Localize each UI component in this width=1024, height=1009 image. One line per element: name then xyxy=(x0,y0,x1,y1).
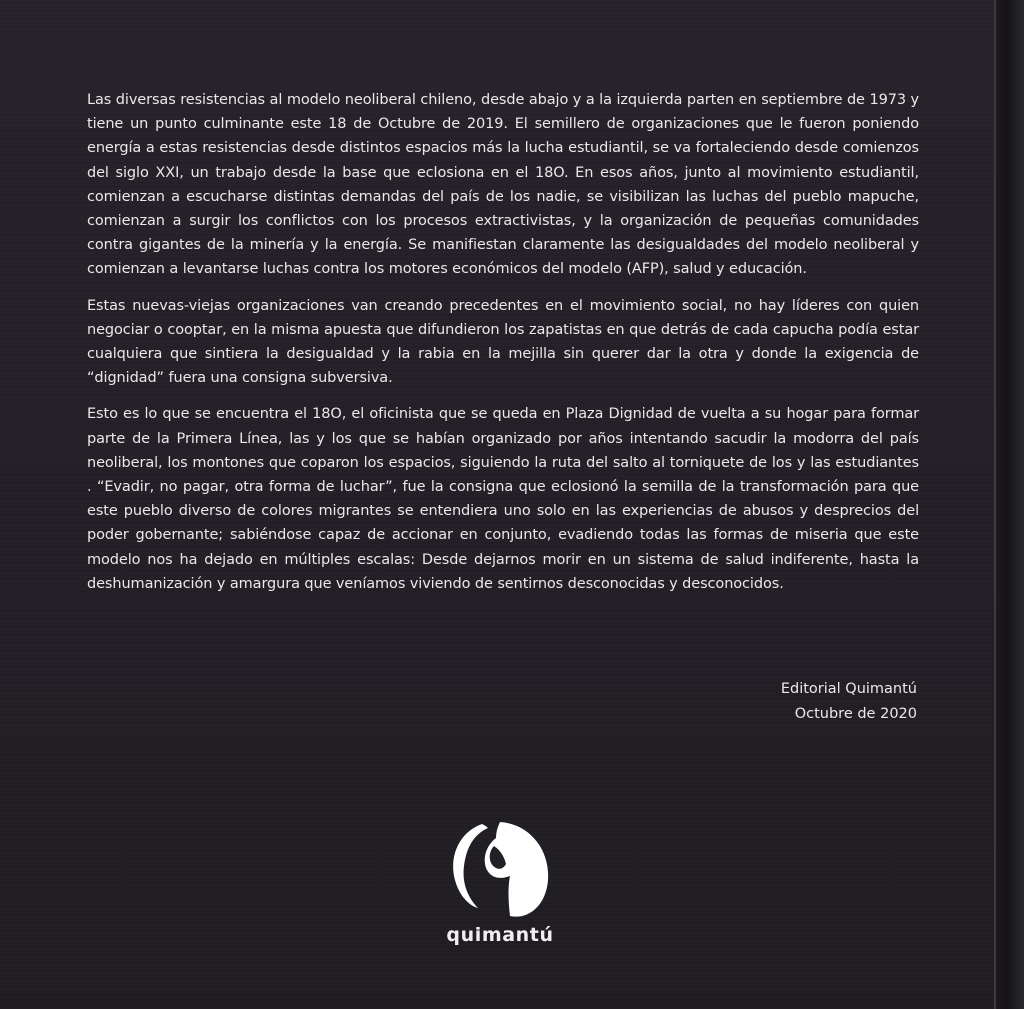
paragraph-1: Las diversas resistencias al modelo neoliberal chileno, desde abajo y a la izquierda parten en septiembre de 1973 y tiene un punto culminante este 18 de Octubre de 2019. El semillero de organizaciones que le fueron poniendo energía a estas resistencias desde distintos espacios más la lucha estudiantil, se va fortaleciendo desde comienzos del siglo XXI, un trabajo desde la base que eclosiona en el 18O. En esos años, junto al movimiento estudiantil, comienzan a escucharse distintas demandas del país de los nadie, se visibilizan las luchas del pueblo mapuche, comienzan a surgir los conflictos con los procesos extractivistas, y la organización de pequeñas comunidades contra gigantes de la minería y la energía. Se manifiestan claramente las desigualdades del modelo neoliberal y comienzan a levantarse luchas contra los motores económicos del modelo (AFP), salud y educación. xyxy=(87,92,919,278)
paragraph-3: Esto es lo que se encuentra el 18O, el oficinista que se queda en Plaza Dignidad de vuelta a su hogar para formar parte de la Primera Línea, las y los que se habían organizado por años intentando sacudir la modorra del país neoliberal, los montones que coparon los espacios, siguiendo la ruta del salto al torniquete de los y las estudiantes . “Evadir, no pagar, otra forma de luchar”, fue la consigna que eclosionó la semilla de la transformación para que este pueblo diverso de colores migrantes se entendiera uno solo en las experiencias de abusos y desprecios del poder gobernante; sabiéndose capaz de accionar en conjunto, evadiendo todas las formas de miseria que este modelo nos ha dejado en múltiples escalas: Desde dejarnos morir en un sistema de salud indiferente, hasta la deshumanización y amargura que veníamos viviendo de sentirnos desconocidas y desconocidos. xyxy=(87,406,919,592)
quimantu-logo-icon xyxy=(448,820,552,920)
signature-date: Octubre de 2020 xyxy=(794,705,917,722)
logo-drop xyxy=(485,822,548,917)
signature-publisher: Editorial Quimantú xyxy=(780,681,917,697)
brand-name: quimantú xyxy=(446,924,554,946)
spine-edge xyxy=(994,0,1024,1009)
signature-block xyxy=(781,677,917,726)
body-text xyxy=(87,88,919,608)
paragraph-2: Estas nuevas-viejas organizaciones van creando precedentes en el movimiento social, no hay líderes con quien negociar o cooptar, en la misma apuesta que difundieron los zapatistas en que detrás de cada capucha podía estar cualquiera que sintiera la desigualdad y la rabia en la mejilla sin querer dar la otra y donde la exigencia de “dignidad” fuera una consigna subversiva. xyxy=(87,297,919,387)
logo-crescent xyxy=(453,824,488,908)
